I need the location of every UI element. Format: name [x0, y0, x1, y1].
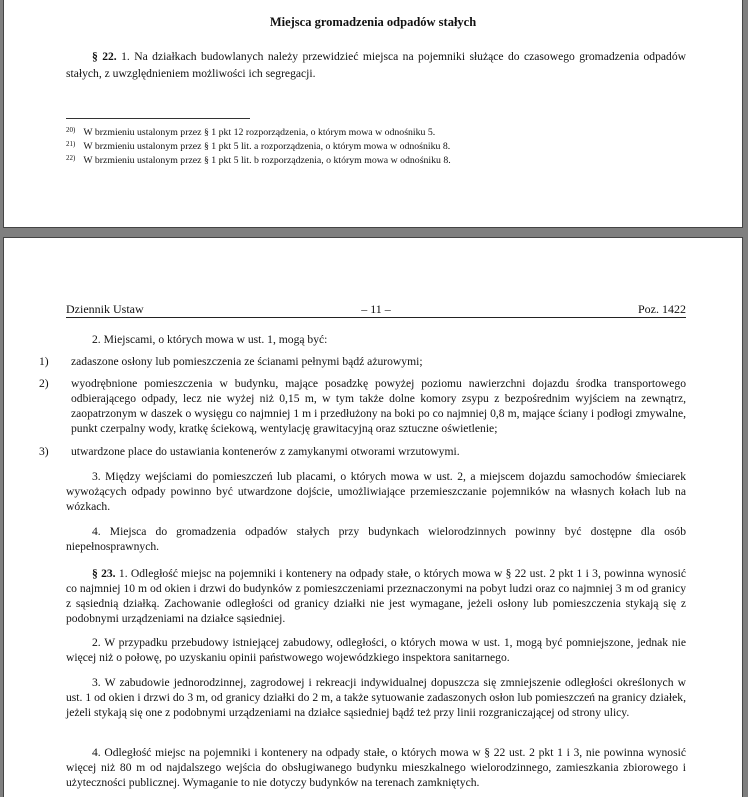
footnote-text: W brzmieniu ustalonym przez § 1 pkt 5 lit. a rozporządzenia, o którym mowa w odnośniku 8. [83, 141, 451, 152]
section-23-text: 1. Odległość miejsc na pojemniki i kontenery na odpady stałe, o których mowa w § 22 ust. 2 pkt 1 i 3, powinna wynosić co najmniej 10 m od okien i drzwi do budynków z pomieszczeniami przeznaczonymi na pobyt ludzi oraz co najmniej 3 m od granicy z sąsiednią działką. Zachowanie odległości od granicy działki nie jest wymagane, jeżeli osłony lub pomieszczenia stykają się z podobnymi urządzeniami na działce sąsiedniej. [66, 567, 686, 625]
paragraph-23-4: 4. Odległość miejsc na pojemniki i kontenery na odpady stałe, o których mowa w § 22 ust. 2 pkt 1 i 3, nie powinna wynosić więcej niż 80 m od najdalszego wejścia do obsługiwanego budynku mieszkalnego wielorodzinnego, zamieszkania zbiorowego i użyteczności publicznej. Wymaganie to nie dotyczy budynków na terenach zamkniętych. [66, 746, 686, 789]
paragraph-22-4: 4. Miejsca do gromadzenia odpadów stałych przy budynkach wielorodzinnych powinny być dostępne dla osób niepełnosprawnych. [66, 525, 686, 553]
footnote-20 [66, 124, 686, 139]
footnote-22 [66, 152, 686, 167]
section-22-text: 1. Na działkach budowlanych należy przewidzieć miejsca na pojemniki służące do czasowego gromadzenia odpadów stałych, z uwzględnieniem możliwości ich segregacji. [66, 50, 686, 80]
footnote-number: 21) [66, 140, 76, 148]
footnote-divider [66, 118, 250, 119]
paragraph-22-2: 2. Miejscami, o których mowa w ust. 1, mogą być: [92, 333, 328, 346]
position-number: Poz. 1422 [638, 302, 686, 316]
list-item-text: utwardzone place do ustawiania kontenerów z zamykanymi otworami wrzutowymi. [71, 445, 460, 458]
section-22-label: § 22. [92, 50, 117, 63]
running-header [66, 302, 686, 318]
footnote-number: 20) [66, 126, 76, 134]
footnote-text: W brzmieniu ustalonym przez § 1 pkt 12 rozporządzenia, o którym mowa w odnośniku 5. [83, 127, 436, 138]
paragraph-section-22 [66, 48, 686, 82]
list-item-number: 2) [39, 377, 49, 390]
list-item-text: zadaszone osłony lub pomieszczenia ze ścianami pełnymi bądź ażurowymi; [71, 355, 423, 368]
paragraph-23-2: 2. W przypadku przebudowy istniejącej zabudowy, odległości, o których mowa w ust. 1, mogą być pomniejszone, jednak nie więcej niż o połowę, po uzyskaniu opinii państwowego wojewódzkiego inspektora sanitarnego. [66, 636, 686, 664]
paragraph-23-3: 3. W zabudowie jednorodzinnej, zagrodowej i rekreacji indywidualnej dopuszcza się zmniejszenie odległości określonych w ust. 1 od okien i drzwi do 3 m, od granicy działki do 2 m, a także sytuowanie zadaszonych osłon lub pomieszczeń na granicy działek, jeżeli stykają się one z podobnymi urządzeniami na działce sąsiedniej bądź też przy linii rozgraniczającej od strony ulicy. [66, 676, 686, 719]
list-item-number: 1) [39, 355, 49, 368]
paragraph-22-3: 3. Między wejściami do pomieszczeń lub placami, o których mowa w ust. 2, a miejscem dojazdu samochodów śmieciarek wywożących odpady powinno być utwardzone dojście, umożliwiające przemieszczanie pojemników na własnych kołach lub na wózkach. [66, 470, 686, 513]
footnote-number: 22) [66, 154, 76, 162]
page-number: – 11 – [361, 302, 391, 316]
document-page-bottom [3, 237, 743, 797]
paragraph-section-23 [66, 566, 686, 626]
section-23-label: § 23. [92, 567, 116, 580]
footnote-21 [66, 138, 686, 153]
section-heading: Miejsca gromadzenia odpadów stałych [269, 15, 477, 29]
list-item-text: wyodrębnione pomieszczenia w budynku, mające posadzkę powyżej poziomu nawierzchni dojazdu środka transportowego odbierającego odpady, lecz nie wyżej niż 0,15 m, w tym także dolne komory zsypu z bezpośrednim wyjściem na zewnątrz, zaopatrzonym w daszek o wysięgu co najmniej 1 m i przedłużony na boki po co najmniej 0,8 m, mające ściany i podłogi zmywalne, punkt czerpalny wody, kratkę ściekową, wentylację grawitacyjną oraz sztuczne oświetlenie; [71, 377, 686, 435]
list-item-number: 3) [39, 445, 49, 458]
footnote-text: W brzmieniu ustalonym przez § 1 pkt 5 lit. b rozporządzenia, o którym mowa w odnośniku 8. [83, 155, 451, 166]
document-page-top [3, 0, 743, 228]
journal-title: Dziennik Ustaw [66, 302, 144, 316]
